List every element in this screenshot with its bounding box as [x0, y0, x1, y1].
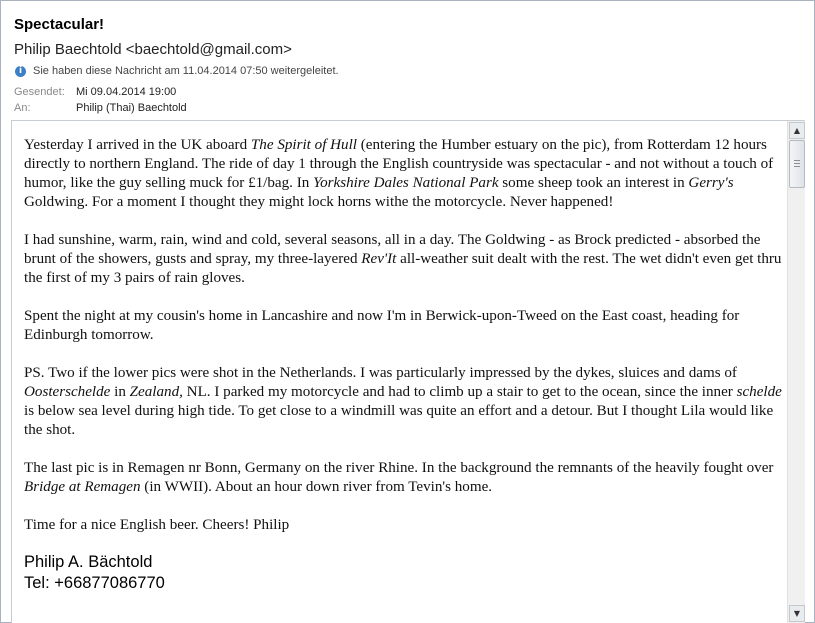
- body-paragraph-4: PS. Two if the lower pics were shot in the Netherlands. I was particularly impressed by the dykes, sluices and dams of Oosterschelde in Zealand, NL. I parked my motorcycle and had to climb up a stair to get to the ocean, since the inner schelde is below sea level during high tide. To get close to a windmill was quite an effort and a detour. But I thought Lila would like the shot.: [24, 365, 782, 438]
- signature-phone: Tel: +66877086770: [24, 574, 165, 592]
- body-paragraph-5: The last pic is in Remagen nr Bonn, Germany on the river Rhine. In the background the remnants of the heavily fought over Bridge at Remagen (in WWII). About an hour down river from Tevin's home.: [24, 460, 774, 495]
- body-paragraph-1: Yesterday I arrived in the UK aboard The Spirit of Hull (entering the Humber estuary on the pic), from Rotterdam 12 hours directly to northern England. The ride of day 1 through the English countryside was spectacular - and not without a touch of humor, like the guy selling muck for £1/bag. In Yorkshire Dales National Park some sheep took an interest in Gerry's Goldwing. For a moment I thought they might lock horns withe the motorcycle. Never happened!: [24, 137, 774, 210]
- sent-value: Mi 09.04.2014 19:00: [76, 86, 177, 98]
- forward-notice: [15, 65, 339, 77]
- sent-row: [14, 86, 176, 98]
- sent-label: Gesendet:: [14, 86, 65, 98]
- body-paragraph-2: I had sunshine, warm, rain, wind and cold, several seasons, all in a day. The Goldwing - as Brock predicted - absorbed the brunt of the showers, gusts and spray, my three-layered Rev'It all-weather suit dealt with the rest. The wet didn't even get thru the first of my 3 pairs of rain gloves.: [24, 232, 782, 286]
- vertical-scrollbar[interactable]: [787, 121, 805, 623]
- scroll-up-arrow-icon[interactable]: ▲: [789, 122, 805, 139]
- message-body-pane[interactable]: [11, 120, 805, 623]
- scrollbar-thumb[interactable]: [789, 140, 805, 188]
- forward-notice-text: Sie haben diese Nachricht am 11.04.2014 07:50 weitergeleitet.: [33, 65, 339, 77]
- info-icon: i: [15, 66, 26, 77]
- to-label: An:: [14, 102, 31, 114]
- message-sender[interactable]: Philip Baechtold <baechtold@gmail.com>: [14, 41, 292, 58]
- to-row: [14, 102, 187, 114]
- signature: [24, 552, 784, 594]
- scroll-down-arrow-icon[interactable]: ▼: [789, 605, 805, 622]
- message-subject: Spectacular!: [14, 16, 105, 33]
- body-paragraph-6: Time for a nice English beer. Cheers! Philip: [24, 517, 290, 533]
- message-header: [1, 1, 814, 119]
- body-paragraph-3: Spent the night at my cousin's home in Lancashire and now I'm in Berwick-upon-Tweed on the East coast, heading for Edinburgh tomorrow.: [24, 308, 740, 343]
- message-body: [24, 136, 784, 594]
- to-value[interactable]: Philip (Thai) Baechtold: [76, 102, 187, 114]
- signature-name: Philip A. Bächtold: [24, 553, 153, 571]
